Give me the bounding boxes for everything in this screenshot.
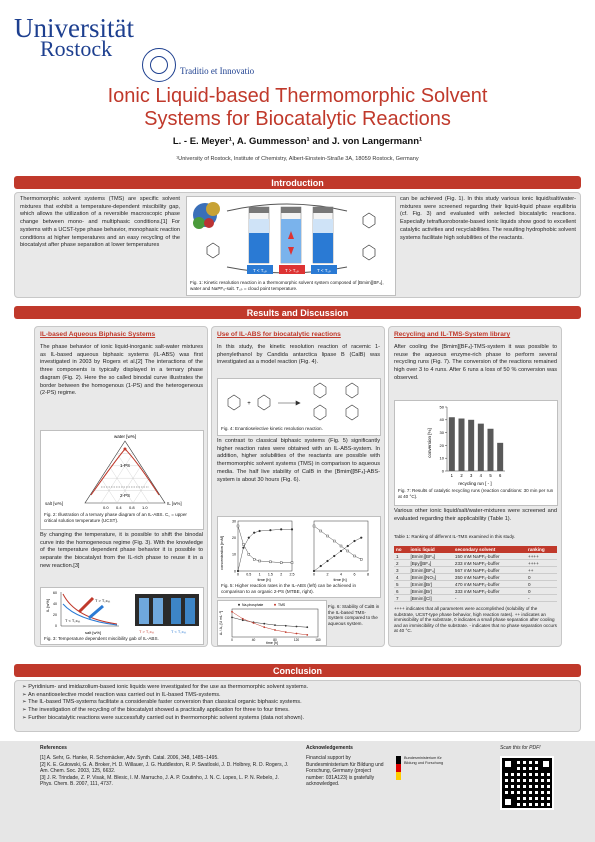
table1-caption: Table 1: Ranking of different IL-TMS examined in this study. (394, 534, 516, 539)
table1-note: ++++ indicates that all parameters were accomplished (solubility of the substrate, UCST-type phase behavior, high reaction rates). ++ indicates an immiscibility of the substrate, 0 indicates a small phase separation after cooling and an immiscibility of the substrate. - indicates that no phase separation occurs at 40 °C. (394, 606, 557, 634)
figure-5-chart (218, 517, 380, 583)
affiliation: ¹University of Rostock, Institute of Chemistry, Albert-Einstein-Straße 3A, 18059 Rostock, Germany (176, 156, 419, 162)
fig6-point (306, 626, 308, 628)
fig7-xtick-label: 6 (498, 473, 502, 478)
fig7-ytick-label: 0 (441, 468, 444, 474)
fig6-point (296, 633, 298, 635)
tube-1 (249, 207, 269, 263)
fig7-bar (449, 417, 455, 471)
fig5-xtick-label: 2.5 (289, 572, 295, 577)
fig3-ytick-3: 60 (53, 591, 57, 595)
reference-item: [2] K. E. Gutowski, G. A. Broker, H. D. Willauer, J. G. Huddleston, R. P. Swatloski, J. D. Holbrey, R. D. Rogers, J. Am. Chem. Soc. 2003, 125, 6632. (40, 761, 289, 775)
fig6-xtick-label: 0 (231, 637, 233, 642)
conclusion-item: ➢ The investigation of the recycling of the biocatalyst showed a practically application for three to four times. (22, 707, 290, 714)
title-line-2: Systems for Biocatalytic Reactions (144, 108, 451, 130)
fig6-point (285, 625, 287, 627)
table-cell: 0 (526, 581, 557, 588)
ack-heading: Acknowledgements (306, 745, 353, 751)
fig5-xtick-label: 4 (340, 572, 342, 577)
fig7-bar (497, 443, 503, 471)
conclusion-item: ➢ Further biocatalytic reactions were successfully carried out in thermomorphic solvent systems (data not shown). (22, 714, 305, 721)
intro-heading: Introduction (271, 178, 324, 188)
figure-3-graphic (41, 588, 203, 636)
fig7-xtick-label: 5 (489, 473, 492, 478)
fig5-point (253, 532, 255, 534)
fig6-point (231, 611, 233, 613)
table-cell: 5 (394, 581, 408, 588)
fig5-point (340, 545, 342, 547)
table-cell: 6 (394, 588, 408, 595)
conclusion-heading-bar (14, 664, 581, 677)
fig1-label-1: T < T꜀ₚ (253, 268, 267, 273)
intro-right-text: can be achieved (Fig. 1). In this study various ionic liquid/salt/water-mixtures were screened regarding their liquid-liquid phase equilibria (cf. Fig. 3) and evaluated with selected biocatalytic reactions. Especially tetrafluoroborate-based ionic liquids show good to excellent catalytic activities and recyclabilities. The resulting hydrophobic solvent systems facilitate high solubilities of the reactants. (400, 196, 576, 241)
fig7-bar (468, 420, 474, 471)
fig7-bar (459, 419, 465, 471)
fig5-xtick-label: 2 (280, 572, 283, 577)
fig3-label-low: T < T꜀ᴄₛₜ (65, 618, 81, 623)
fig5-point (313, 570, 315, 572)
fig1-label-3: T < T꜀ₚ (317, 268, 331, 273)
reference-item: [1] A. Sehr, G. Hanke, R. Schomäcker, Adv. Synth. Catal. 2006, 348, 1485–1495. (40, 755, 219, 761)
fig3-label-high: T > T꜀ᴄₛₜ (95, 598, 111, 603)
fig6-point (263, 626, 265, 628)
fig5-ytick-label: 10 (232, 552, 236, 557)
table-header-row (394, 546, 557, 553)
fig2-axis-left: salt [w%] (45, 501, 64, 506)
fig5-point (269, 561, 271, 563)
fig5-point (340, 550, 342, 552)
table-cell: 0 (526, 588, 557, 595)
fig5-series-line (238, 529, 292, 571)
table-cell: [Bmim][Br] (408, 588, 452, 595)
logo-city-text: Rostock (40, 36, 113, 61)
bmbf-logo-text: Bundesministerium für Bildung und Forschung (404, 756, 444, 765)
fig2-caption: Fig. 2: Illustration of a ternary phase diagram of an IL-ABS. C꜀ = upper critical solution temperature (UCST). (44, 512, 187, 523)
table-cell: 0 (526, 574, 557, 581)
fig5-point (360, 558, 362, 560)
fig3-ytick-0: 0 (55, 624, 57, 628)
table-row (394, 588, 557, 595)
table-cell: - (526, 595, 557, 602)
fig6-legend-marker (238, 604, 240, 606)
fig7-caption: Fig. 7: Results of catalytic recycling runs (reaction conditions: 30 min per run at 40 °C). (398, 488, 554, 499)
reaction-scheme (218, 379, 380, 425)
reference-item: [3] J. R. Trindade, Z. P. Visak, M. Blesic, I. M. Marrucho, J. A. P. Coutinho, J. N. C. Lopes, L. P. N. Rebelo, J. Phys. Chem. B. 2007, 111, 4737. (40, 774, 279, 788)
table-cell: 150 mM NaPF₆-buffer (453, 553, 526, 560)
enzyme-icon (193, 202, 220, 229)
fig6-ylabel: Aᵢ / A₀ [U mL⁻¹] (219, 610, 223, 636)
table-header-il: ionic liquid (408, 546, 452, 553)
fig7-ytick-label: 20 (439, 442, 444, 448)
fig3-ytick-2: 40 (53, 602, 57, 606)
fig7-ytick-label: 50 (439, 404, 444, 410)
table-cell: 470 mM NaPF₆-buffer (453, 581, 526, 588)
ack-text: Financial support by Bundesministerium für Bildung und Forschung, Germany (project number: 031A123) is gratefully acknowledged. (306, 755, 384, 788)
fig7-xlabel: recycling run [ - ] (458, 481, 492, 486)
fig3-photo-label-low: T < T꜀ᴄₛₜ (171, 629, 187, 634)
col2-text-1: In this study, the kinetic resolution reaction of racemic 1-phenylethanol by Candida antarctica lipase B (CalB) was investigated as a model reaction (Fig. 4). (217, 344, 380, 366)
table-cell: 333 mM NaPF₆-buffer (453, 588, 526, 595)
table-cell: ++ (526, 567, 557, 574)
conclusion-item-text: The investigation of the recycling of the biocatalyst showed a practically application for three to four times. (28, 707, 290, 714)
fig6-xtick-label: 160 (315, 637, 321, 642)
fig2-tick-3: 1.0 (142, 505, 148, 510)
conclusion-item: ➢ An enantioselective model reaction was carried out in IL-based TMS-systems. (22, 691, 221, 698)
fig5-point (347, 545, 349, 547)
title-line-1: Ionic Liquid-based Thermomorphic Solvent (107, 85, 488, 107)
fig5-point (320, 530, 322, 532)
logo-motto: Traditio et Innovatio (180, 66, 255, 76)
fig6-point (274, 624, 276, 626)
fig5-point (269, 529, 271, 531)
fig2-region-2ps: 2-PS (119, 493, 131, 498)
fig6-point (296, 626, 298, 628)
table-cell: 7 (394, 595, 408, 602)
fig5-xtick-label: 1.5 (267, 572, 273, 577)
table-cell: [Bmim][NO₃] (408, 574, 452, 581)
conclusion-item-text: An enantioselective model reaction was carried out in IL-based TMS-systems. (27, 691, 221, 698)
conclusion-item: ➢ Pyridinium- and imidazolium-based ionic liquids were investigated for the use as thermomorphic solvent systems. (22, 684, 309, 690)
col3-subtitle: Recycling and IL-TMS-System library (394, 331, 511, 338)
fig7-ytick-label: 10 (439, 455, 444, 461)
fig5-point (333, 540, 335, 542)
col3-text-2: Various other ionic liquid/salt/water-mixtures were screened and evaluated regarding their applicability (Table 1). (394, 508, 557, 522)
fig4-caption: Fig. 4: Enantioselective kinetic resolution reaction. (221, 426, 323, 431)
fig1-label-2: T > T꜀ₚ (285, 268, 299, 273)
fig5-point (280, 528, 282, 530)
fig5-point (237, 525, 239, 527)
figure-7-chart (395, 401, 557, 487)
fig5-xtick-label: 1 (258, 572, 261, 577)
university-seal-icon (142, 48, 176, 82)
table-row (394, 567, 557, 574)
table-header-ranking: ranking (526, 546, 557, 553)
fig6-xtick-label: 120 (293, 637, 300, 642)
table-row (394, 581, 557, 588)
col2-text-2: In contrast to classical biphasic systems (Fig. 5) significantly higher reaction rates were obtained with an IL-ABS-system. In addition, higher solubilities of the reactants are possible with thermomorphic solvent systems (TMS) in comparison to aqueous media. The half live stability of CalB in the [Bmim][BF₄]-ABS-system is about 30 hours (Fig. 6). (217, 438, 380, 483)
fig5-caption: Fig. 5: Higher reaction rates in the IL-ABS (left) can be achieved in comparison to an organic 2-PS (MTBE, right). (221, 583, 357, 594)
tube-3 (313, 207, 333, 263)
ternary-diagram (41, 431, 203, 511)
fig7-ytick-label: 40 (439, 417, 444, 423)
table-cell: 233 mM NaPF₆-buffer (453, 560, 526, 567)
fig2-region-1ps: 1-PS (119, 463, 131, 468)
figure-1 (186, 196, 396, 296)
fig5-point (280, 562, 282, 564)
table-cell: [Emim][BF₄] (408, 567, 452, 574)
table-cell: [Emim][Br] (408, 581, 452, 588)
conclusion-heading: Conclusion (273, 666, 322, 676)
fig5-point (326, 560, 328, 562)
figure-6 (217, 600, 327, 646)
results-col2-panel (211, 326, 385, 647)
fig6-point (306, 634, 308, 636)
fig5-point (248, 553, 250, 555)
fig6-legend-marker (274, 604, 276, 606)
fig5-point (237, 570, 239, 572)
fig3-ytick-1: 20 (53, 613, 57, 617)
fig5-point (291, 562, 293, 564)
table-cell: 350 mM NaPF₆-buffer (453, 574, 526, 581)
fig7-bar (478, 424, 484, 471)
col1-subtitle: IL-based Aqueous Biphasic Systems (40, 331, 156, 338)
fig6-legend-2: TMS (278, 603, 286, 607)
fig5-xtick-label: 2 (326, 572, 329, 577)
fig2-tick-2: 0.8 (129, 505, 135, 510)
fig5-xtick-label: 0.5 (246, 572, 252, 577)
conclusion-item-text: The IL-based TMS-systems facilitate a considerable faster conversion than classical organic biphasic systems. (28, 699, 302, 706)
fig3-caption: Fig. 3: Temperature dependent miscibility gab of IL-ABS. (44, 636, 159, 641)
fig5-point (248, 537, 250, 539)
fig1-caption: Fig. 1: Kinetic resolution reaction in a thermomorphic solvent system composed of [Bmim][BF₄], water and NaPF₆-salt. T꜀ₚ = cloud point temperature. (190, 280, 384, 291)
fig5-series-line (238, 526, 292, 563)
fig5-point (253, 558, 255, 560)
table-cell: 2 (394, 560, 408, 567)
fig5-xtick-label: 8 (367, 572, 369, 577)
fig7-ylabel: conversion [%] (427, 428, 432, 458)
fig2-tick-0: 0.0 (103, 505, 109, 510)
table-cell: [Bpy][BF₄] (408, 560, 452, 567)
authors: L. - E. Meyer¹, A. Gummesson¹ and J. von Langermann¹ (172, 136, 423, 147)
fig5-point (259, 530, 261, 532)
figure-6-chart (218, 601, 326, 645)
table-cell: ++++ (526, 560, 557, 567)
fig5-point (242, 543, 244, 545)
fig3-photo-label-high: T > T꜀ᴄₛₜ (139, 629, 155, 634)
fig5-ytick-label: 30 (232, 519, 236, 524)
figure-3 (40, 587, 204, 645)
fig6-series-line (232, 612, 307, 635)
fig6-point (285, 631, 287, 633)
tube-2 (281, 207, 301, 263)
fig5-ytick-label: 20 (232, 535, 236, 540)
bmbf-logo (396, 754, 456, 790)
fig6-xlabel: time [h] (266, 641, 278, 645)
col3-text-1: After cooling the [Bmim][BF₄]-TMS-system it was possible to reuse the aqueous enzyme-rich phase to perform several recycling runs (Fig. 7). The conversion of the reactions remained high over 3 to 4 runs. After 6 runs a loss of 50 % conversion was observed. (394, 344, 557, 381)
table-cell: [Bmim][BF₄] (408, 553, 452, 560)
col2-subtitle: Use of IL-ABS for biocatalytic reactions (217, 331, 341, 338)
fig5-point (360, 537, 362, 539)
fig5-plot-frame (238, 521, 292, 571)
fig5-xtick-label: 6 (353, 572, 356, 577)
plus-sign: + (247, 401, 251, 407)
conclusion-item-text: Further biocatalytic reactions were successfully carried out in thermomorphic solvent systems (data not shown). (28, 714, 305, 721)
figure-1-graphic (187, 197, 395, 279)
col1-text-1: The phase behavior of ionic liquid-inorganic salt-water mixtures as IL-based aqueous biphasic systems (IL-ABS) was first investigated in 2003 by Rogers et al.[2] The interactions of the three components is typically displayed in a ternary phase diagram (Fig. 2). Here the so called binodal curve illustrates the border between the homogenous (1-PS) and the heterogeneous (2-PS) regime. (40, 344, 203, 397)
fig3-ylabel: IL [w%] (45, 599, 50, 612)
fig6-legend-1: Na-phosphate (242, 603, 264, 607)
fig6-point (274, 629, 276, 631)
fig2-axis-top: water [w%] (113, 434, 137, 439)
arrow-low-t (89, 606, 103, 618)
fig2-tick-1: 0.4 (116, 505, 122, 510)
fig5-point (333, 555, 335, 557)
fig6-point (253, 622, 255, 624)
scan-text: Scan this for PDF! (500, 745, 541, 751)
table-1 (394, 546, 557, 602)
figure-2 (40, 430, 204, 530)
fig5-xlabel-left: time [h] (257, 577, 271, 582)
fig6-point (231, 617, 233, 619)
table-cell: 4 (394, 574, 408, 581)
table-cell: [Bmim][Cl] (408, 595, 452, 602)
fig7-xtick-label: 1 (450, 473, 454, 478)
conclusion-item-text: Pyridinium- and imidazolium-based ionic liquids were investigated for the use as thermomorphic solvent systems. (28, 684, 309, 690)
fig5-ytick-label: 0 (234, 569, 236, 574)
fig7-xtick-label: 2 (460, 473, 463, 478)
fig5-point (347, 550, 349, 552)
fig7-xtick-label: 4 (479, 473, 483, 478)
fig5-point (354, 555, 356, 557)
fig5-point (313, 525, 315, 527)
table-cell: - (453, 595, 526, 602)
fig5-ylabel: concentration [mM] (219, 535, 224, 571)
fig5-xtick-label: 0 (313, 572, 315, 577)
figure-7 (394, 400, 558, 506)
fig2-axis-right: IL [w%] (167, 501, 182, 506)
fig5-point (353, 540, 355, 542)
intro-left-text: Thermomorphic solvent systems (TMS) are specific solvent mixtures that exhibit a temperature-dependent miscibility gap, which allows the utilization of a reversible macroscopic phase change between mono- and multiphasic conditions.[1] For systems with a UCST-type phase behavior, monophasic reaction conditions at higher temperatures and an easy recycling of the biocatalyst after phase separation at lower temperatures (20, 196, 180, 249)
logo-university-text: Universität (14, 13, 134, 43)
fig5-point (242, 547, 244, 549)
poster-title (30, 85, 565, 131)
critical-point (124, 448, 127, 451)
fig5-point (327, 535, 329, 537)
table-cell: ++++ (526, 553, 557, 560)
table-row (394, 574, 557, 581)
fig6-xtick-label: 40 (251, 637, 256, 642)
conclusion-list (22, 684, 574, 723)
results-heading: Results and Discussion (246, 308, 349, 318)
results-heading-bar (14, 306, 581, 319)
table-row (394, 560, 557, 567)
fig5-xlabel-right: time [h] (333, 577, 347, 582)
fig5-point (320, 565, 322, 567)
col1-text-2: By changing the temperature, it is possible to shift the binodal curve into the homogeneous regime (Fig. 3). With the knowledge of the temperature dependent phase behavior it is possible to separate the biocatalyst from the IL-rich phase to reuse it in a new reaction.[3] (40, 532, 203, 569)
fig7-ytick-label: 30 (439, 430, 444, 435)
references-list (40, 755, 290, 788)
table-cell: 3 (394, 567, 408, 574)
fig6-xtick-label: 80 (273, 637, 277, 642)
arrow-high-t (79, 598, 93, 612)
references-heading: References (40, 745, 67, 751)
fig5-point (259, 560, 261, 562)
table-cell: 567 mM NaPF₆-buffer (453, 567, 526, 574)
fig7-bar (488, 429, 494, 471)
table-cell: 1 (394, 553, 408, 560)
fig7-xtick-label: 3 (469, 473, 473, 478)
fig6-plot-frame (232, 609, 318, 637)
table-header-solvent: secondary solvent (453, 546, 526, 553)
fig6-point (263, 623, 265, 625)
qr-code-icon[interactable] (500, 756, 554, 810)
table-header-no: no (394, 546, 408, 553)
table-row (394, 595, 557, 602)
conclusion-item: ➢ The IL-based TMS-systems facilitate a considerable faster conversion than classical organic biphasic systems. (22, 699, 302, 706)
figure-4 (217, 378, 381, 436)
fig3-xlabel: salt [w%] (85, 630, 102, 635)
fig5-point (291, 528, 293, 530)
university-logo (14, 13, 255, 76)
fig6-caption: Fig. 6: Stability of CalB in the IL-based TMS-System compared to the aqueous system. (328, 604, 380, 626)
fig5-xtick-label: 0 (237, 572, 239, 577)
fig6-point (242, 618, 244, 620)
figure-5 (217, 516, 381, 598)
intro-heading-bar (14, 176, 581, 189)
